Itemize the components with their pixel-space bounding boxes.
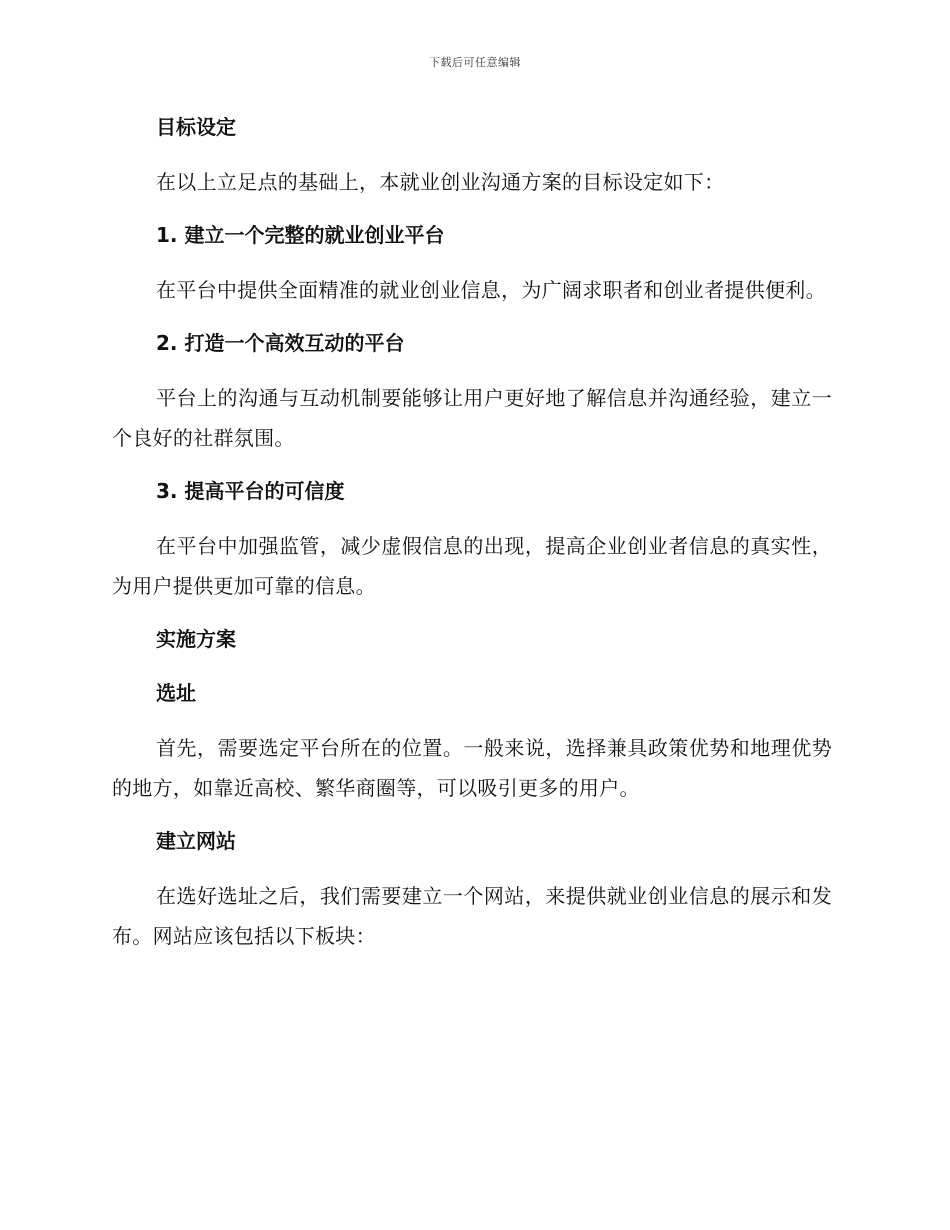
paragraph: 首先，需要选定平台所在的位置。一般来说，选择兼具政策优势和地理优势的地方，如靠近高校、繁华商圈等，可以吸引更多的用户。 — [112, 736, 832, 800]
section-heading: 目标设定 — [156, 115, 236, 139]
goal-heading-2: 2. 打造一个高效互动的平台 — [156, 331, 405, 355]
paragraph: 平台上的沟通与互动机制要能够让用户更好地了解信息并沟通经验，建立一个良好的社群氛围。 — [112, 386, 832, 450]
goal-heading-1: 1. 建立一个完整的就业创业平台 — [156, 223, 445, 247]
paragraph: 在选好选址之后，我们需要建立一个网站，来提供就业创业信息的展示和发布。网站应该包括以下板块： — [112, 884, 832, 948]
paragraph: 在平台中提供全面精准的就业创业信息，为广阔求职者和创业者提供便利。 — [156, 278, 826, 302]
goal-heading-3: 3. 提高平台的可信度 — [156, 479, 345, 503]
document-body — [112, 108, 832, 970]
header-note: 下载后可任意编辑 — [429, 56, 521, 69]
subsection-heading: 建立网站 — [156, 829, 236, 853]
section-heading: 实施方案 — [156, 627, 236, 651]
paragraph: 在以上立足点的基础上，本就业创业沟通方案的目标设定如下： — [156, 170, 725, 194]
paragraph: 在平台中加强监管，减少虚假信息的出现，提高企业创业者信息的真实性，为用户提供更加可靠的信息。 — [112, 534, 832, 598]
subsection-heading: 选址 — [156, 681, 196, 705]
